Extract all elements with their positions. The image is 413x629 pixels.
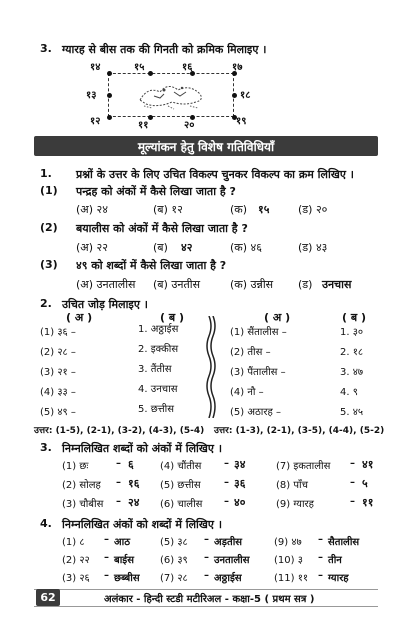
s1-q3-num: (3) (40, 258, 58, 271)
option: (ड) २० (298, 203, 328, 216)
s1-q2-text: बयालीस को अंकों में कैसे लिखा जाता है ? (76, 222, 248, 235)
s1-q1-num: (1) (40, 184, 58, 197)
number-answer: २४ (128, 496, 140, 509)
number-answer: ३६ (234, 477, 246, 490)
word-item: (8) पाँच (276, 480, 308, 491)
dot (232, 93, 237, 98)
dot-label: २० (184, 120, 195, 131)
s4-heading: निम्नलिखित अंकों को शब्दों में लिखिए । (62, 518, 222, 531)
match-left-item: (1) ३६ – (40, 327, 76, 338)
s3-number: 3. (40, 441, 52, 454)
answer-dash: – (318, 552, 323, 563)
q3-text: ग्यारह से बीस तक की गिनती को क्रमिक मिलाइए । (62, 43, 267, 56)
answer-left: उत्तर: (1-5), (2-1), (3-2), (4-3), (5-4) (34, 426, 205, 436)
s1-q1-text: पन्द्रह को अंकों में कैसे लिखा जाता है ? (76, 185, 236, 198)
match-left-item: (3) २१ – (40, 367, 76, 378)
option: (ब) उनतीस (153, 278, 201, 291)
match-right-option: 5. ४५ (340, 407, 364, 418)
number-answer: १६ (128, 477, 140, 490)
match-right-item: (4) नौ – (230, 387, 264, 398)
correct-option: ४२ (181, 241, 193, 254)
word-item: (6) चालीस (160, 499, 203, 510)
word-answer: बाईस (114, 555, 134, 566)
s1-q3-text: ४९ को शब्दों में कैसे लिखा जाता है ? (76, 259, 227, 272)
match-left-option: 2. इक्कीस (138, 344, 179, 355)
match-right-item: (1) सैंतालीस – (230, 327, 287, 338)
dot-label: १५ (134, 62, 145, 73)
match-right-option: 4. ९ (340, 387, 358, 398)
number-answer: ४१ (362, 458, 374, 471)
col-header-a: ( अ ) (66, 311, 93, 324)
answer-dash: – (350, 496, 355, 507)
dot-label: १३ (86, 90, 97, 101)
option: (ब) १२ (153, 203, 183, 216)
word-item: (1) छः (62, 461, 89, 472)
number-answer: ११ (362, 496, 374, 509)
word-item: (7) इकतालीस (276, 461, 331, 472)
number-answer: ६ (128, 458, 134, 471)
match-right-item: (3) पैंतालीस – (230, 367, 286, 378)
option: (ड) (298, 278, 313, 291)
option: (ब) (153, 241, 168, 254)
col-header-a: ( अ ) (264, 311, 291, 324)
word-item: (2) सोलह (62, 480, 101, 491)
s1-q2-num: (2) (40, 221, 58, 234)
number-item: (7) २८ (160, 573, 188, 584)
s3-heading: निम्नलिखित शब्दों को अंकों में लिखिए । (62, 442, 222, 455)
word-answer: अठ्ठाईस (214, 573, 242, 584)
answer-dash: – (224, 477, 229, 488)
correct-option: उनचास (322, 278, 352, 291)
answer-dash: – (116, 477, 121, 488)
s2-heading: उचित जोड़ मिलाइए । (62, 298, 148, 311)
match-left-item: (5) ४९ – (40, 407, 76, 418)
match-right-item: (2) तीस – (230, 347, 271, 358)
word-item: (5) छत्तीस (160, 480, 201, 491)
dot-label: १४ (90, 62, 101, 73)
match-left-option: 4. उनचास (138, 384, 178, 395)
correct-option: १५ (258, 203, 270, 216)
word-answer: आठ (114, 537, 131, 548)
option: (अ) २४ (76, 203, 108, 216)
answer-dash: – (224, 458, 229, 469)
number-answer: ५ (362, 477, 368, 490)
match-left-option: 5. छत्तीस (138, 404, 174, 415)
q3-number: 3. (40, 42, 52, 55)
s4-number: 4. (40, 517, 52, 530)
match-right-option: 2. १८ (340, 347, 364, 358)
match-left-option: 3. तैंतीस (138, 364, 172, 375)
dot-label: १७ (232, 62, 243, 73)
bird-sketch-image (134, 78, 210, 110)
number-item: (3) २६ (62, 573, 90, 584)
number-answer: ४० (234, 496, 246, 509)
dot-label: १२ (90, 116, 101, 127)
option: (अ) उनतालीस (76, 278, 136, 291)
answer-dash: – (318, 570, 323, 581)
option: (क) ४६ (230, 241, 262, 254)
page-number: 62 (36, 589, 60, 606)
s1-heading: प्रश्नों के उत्तर के लिए उचित विकल्प चुनकर विकल्प का क्रम लिखिए । (76, 168, 354, 181)
dot (107, 93, 112, 98)
answer-dash: – (204, 534, 209, 545)
dot (107, 71, 112, 76)
s1-number: 1. (40, 167, 52, 180)
answer-dash: – (104, 552, 109, 563)
match-right-option: 3. ४७ (340, 367, 364, 378)
match-left-option: 1. अठ्ठाईस (138, 324, 179, 335)
answer-dash: – (104, 570, 109, 581)
answer-dash: – (350, 477, 355, 488)
word-answer: तीन (328, 555, 342, 566)
number-item: (9) ४७ (274, 537, 302, 548)
dot (148, 71, 153, 76)
answer-dash: – (104, 534, 109, 545)
number-item: (11) ११ (274, 573, 309, 584)
number-item: (5) ३८ (160, 537, 188, 548)
number-answer: ३४ (234, 458, 246, 471)
footer-text: अलंकार - हिन्दी स्टडी मटीरिअल - कक्षा-5 ( प्रथम सत्र ) (104, 594, 315, 605)
word-answer: अड़तीस (214, 537, 243, 548)
dot (107, 115, 112, 120)
word-item: (3) चौबीस (62, 499, 104, 510)
dot-label: ११ (138, 120, 149, 131)
dot-label: १६ (182, 62, 193, 73)
answer-dash: – (116, 496, 121, 507)
section-banner (34, 136, 378, 156)
match-right-option: 1. ३० (340, 327, 364, 338)
answer-dash: – (224, 496, 229, 507)
number-item: (6) ३९ (160, 555, 188, 566)
word-answer: छब्बीस (114, 573, 140, 584)
option: (क) उन्नीस (230, 278, 274, 291)
option: (अ) २२ (76, 241, 108, 254)
answer-dash: – (116, 458, 121, 469)
number-item: (1) ८ (62, 537, 85, 548)
banner-title: मूल्यांकन हेतु विशेष गतिविधियाँ (137, 140, 275, 154)
word-item: (9) ग्यारह (276, 499, 314, 510)
number-item: (2) २२ (62, 555, 90, 566)
answer-dash: – (204, 552, 209, 563)
s2-number: 2. (40, 297, 52, 310)
match-right-item: (5) अठारह – (230, 407, 281, 418)
option: (क) (230, 203, 248, 216)
match-left-item: (2) २८ – (40, 347, 76, 358)
answer-dash: – (318, 534, 323, 545)
option: (ड) ४३ (298, 241, 328, 254)
word-answer: सैतालीस (328, 537, 360, 548)
col-header-b: ( ब ) (160, 311, 184, 324)
answer-dash: – (350, 458, 355, 469)
dot (148, 115, 153, 120)
column-divider (206, 316, 216, 418)
dot-label: १८ (240, 90, 251, 101)
word-answer: उनतालीस (214, 555, 250, 566)
answer-dash: – (204, 570, 209, 581)
dot-label: १९ (236, 116, 247, 127)
col-header-b: ( ब ) (342, 311, 366, 324)
answer-right: उत्तर: (1-3), (2-1), (3-5), (4-4), (5-2) (214, 426, 385, 436)
word-answer: ग्यारह (328, 573, 349, 584)
number-item: (10) ३ (274, 555, 303, 566)
word-item: (4) चौंतीस (160, 461, 202, 472)
match-left-item: (4) ३३ – (40, 387, 76, 398)
